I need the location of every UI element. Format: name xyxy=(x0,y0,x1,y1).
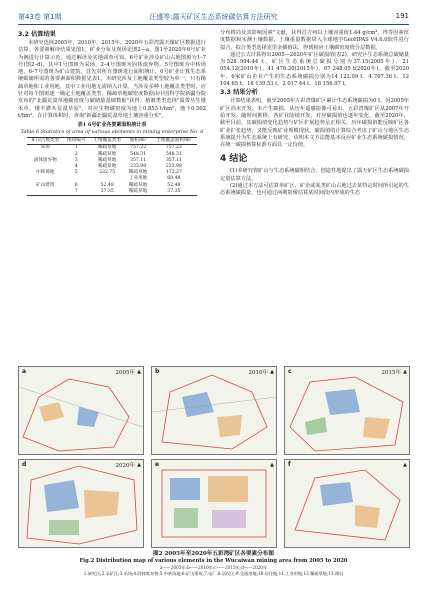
table-caption-en: Table 6 Statistics of area of various elements in mining enterprise No. 6 xyxy=(20,128,204,135)
table-cell: 1 xyxy=(74,145,78,151)
table-cell: 稀疏草地 xyxy=(97,157,117,163)
table-cell: 232.75 xyxy=(99,170,116,176)
table-cell: 548.31 xyxy=(130,151,147,157)
page-number: 191 xyxy=(395,12,409,20)
figure-legend: 1.研究区;2.采矿区;3.采场;4.固体废弃物;5.中转场地;6.矿山建筑;7.电厂;8.居民区;9.交通用地;10.居住地;11.工业用地;12.稀疏草地;13.裸岩 xyxy=(83,571,344,576)
table-cell: 2 xyxy=(74,151,78,157)
table-cell: 稀疏草地 xyxy=(128,182,148,188)
table-cell: 稀疏草地 xyxy=(128,170,148,176)
table-cell: 233.98 xyxy=(165,164,182,170)
table-cell: 233.98 xyxy=(130,164,147,170)
north-arrow-icon: ▲ xyxy=(403,369,407,375)
table-cell: 7 xyxy=(64,189,89,196)
table-cell: 757.22 xyxy=(165,145,182,151)
map-d-image xyxy=(19,460,143,547)
table-cell: 5 xyxy=(74,170,78,176)
right-column xyxy=(220,30,409,198)
table-cell: 3 xyxy=(74,157,78,163)
north-arrow-icon: ▲ xyxy=(403,462,407,468)
paragraph: 本研究选择2005年、2010年、2015年、2020年五彩湾露天煤矿区数据进行估算，各要素解译结果见图1。矿业分布及现场见图2—a，图1至2020年6号矿业为例进行计算示范。通过解译及实地调查可知，6号矿业涉及矿山占地图斑为1–7号(图2–d)，其中1号图斑为采场，2–4号图斑为固体废弃物，5号图斑为中转场地，6–7号图斑为矿山建筑。首先对所有图斑进行面积统计，6号矿业计算生态系统碳储所需的各要素面积数据见表1。本研究涉及土地覆盖类型较为单一，只有稀疏草地和工业用地，其中工业用地无需纳入计算。当涉及多种土地覆盖类型时，应针对每个图斑逐一确定土地覆盖类型。稀疏草地碳密度数据由中国科学院新疆分院发布的"北疆荒漠草地碳密度与碳储量基础数据"获得，植被类型选择"温带丛生矮禾草、矮半灌木荒漠草原"，对应生物碳密度为地上0.853 t/hm²，地下0.502 t/hm²。在计算体积时，查询"新疆北疆荒漠草地土壤容重分布"。 xyxy=(18,40,206,119)
table-cell: 548.31 xyxy=(165,151,182,157)
table-header-cell: 面积/m² xyxy=(126,138,151,145)
table-cell: 稀疏草地 xyxy=(97,145,117,151)
north-arrow-icon: ▲ xyxy=(137,462,141,468)
table-header-row xyxy=(27,138,197,145)
table-cell: 60.48 xyxy=(167,176,181,182)
table-caption-zh: 表1 6号矿业各要素面积统计表 xyxy=(77,122,147,129)
section-heading-3-3: 3.3 结果分析 xyxy=(220,89,258,97)
left-column xyxy=(18,30,206,196)
panel-label: e xyxy=(155,461,160,468)
table-caption xyxy=(18,122,206,135)
map-f-image xyxy=(285,460,409,547)
table-cell xyxy=(27,189,64,196)
table-cell: 中转场地 xyxy=(36,170,55,176)
table-cell: 357.11 xyxy=(130,157,147,163)
panel-label: d xyxy=(22,461,27,468)
paragraph: (2)通过本方法可估算单矿区、矿企或某类矿山占地过去某特定时间所引起的生态系统碳损量，也可通过两期影像估算某时间段内形成的生态 xyxy=(220,183,409,197)
map-panel-b xyxy=(151,366,277,455)
table-row xyxy=(27,189,197,196)
paragraph: (1)本研究将矿山与生态系统碳相结合，创造性地提出了露天矿区生态系统碳损定量估算方法。 xyxy=(220,168,409,182)
table-cell: 52.48 xyxy=(167,182,181,188)
paragraph: 计算结果表明，截至2005年五彩湾煤矿区累计生态系统碳损为0 t，因2005年矿区尚未开发，未产生碳损。从历年遥感影像可看出，五彩湾煤矿区从2007年开始开发。随时间推移，各矿业陆续开发，对应碳损值也逐年变化。截至2020年，截至目前，其碳损值变化趋势与矿区扩展趋势呈正相关。历年碳损值能反映矿区各矿业扩张趋势，又能反映矿业规模现状。碳损值的计算综合考虑了矿山与地区生态系统提升为生态系统上有研究，该明本文方法能基本反应矿业生态系统碳损情况，在统一碳损核算标准方面具一定价值。 xyxy=(220,98,409,149)
table-body xyxy=(27,145,197,196)
panel-year: 2020年 xyxy=(115,463,135,469)
panel-label: a xyxy=(22,368,27,375)
table-header-cell: 土地覆盖类型 xyxy=(89,138,126,145)
table-header-cell: 土地覆盖面积/m² xyxy=(151,138,197,145)
map-panel-c xyxy=(284,366,410,455)
figure-caption-zh: 图2 2005年至2020年五彩湾矿区各要素分布图 xyxy=(153,551,274,557)
table-cell: 757.22 xyxy=(130,145,147,151)
figure-caption xyxy=(18,551,409,577)
figure-panel-legend: a——2005年;b——2010年;c——2015年;d——2020年 xyxy=(159,565,268,570)
section-heading-3-2: 3.2 估算结果 xyxy=(18,31,56,38)
table-cell: 工业用地 xyxy=(128,176,148,182)
table-header-cell: 矿山占地类型 xyxy=(27,138,64,145)
paragraph: 分布格局及其影响因素"文献，获得昌吉州以土壤容重值1.44 g/cm³，得等因素厚度数据和实测土壤数据，土壤重量数据带入全球地学GeoHPAS V4.6.0软件进行拟合，拟合类型选择克里金插值法，得到相应土壤碳密度值分层数据。 xyxy=(220,30,409,51)
figure-2 xyxy=(18,366,409,550)
panel-label: f xyxy=(288,461,291,468)
north-arrow-icon: ▲ xyxy=(137,369,141,375)
map-panel-f xyxy=(284,459,410,548)
table-row xyxy=(27,145,197,152)
section-heading-conclusion: 4 结论 xyxy=(220,154,248,165)
table-cell: 37.35 xyxy=(89,189,126,196)
panel-year: 2010年 xyxy=(248,370,268,376)
table-cell: 矿山建筑 xyxy=(36,182,55,188)
map-b-image xyxy=(152,367,276,454)
map-panel-d xyxy=(18,459,144,548)
map-panel-e xyxy=(151,459,277,548)
panel-year: 2005年 xyxy=(115,370,135,376)
north-arrow-icon: ▲ xyxy=(270,369,274,375)
table-cell: 稀疏草地 xyxy=(126,189,151,196)
table-row xyxy=(27,183,197,189)
panel-year: 2015年 xyxy=(381,370,401,376)
table-cell: 稀疏草地 xyxy=(97,151,117,157)
map-panel-a xyxy=(18,366,144,455)
map-e-image xyxy=(152,460,276,547)
table-cell: 52.48 xyxy=(100,182,114,188)
figure-caption-en: Fig.2 Distribution map of various elements in the Wucaiwan mining area from 2005 to 2020 xyxy=(79,558,348,564)
table-cell: 4 xyxy=(74,164,78,170)
table-cell: 稀疏草地 xyxy=(97,164,117,170)
table-cell: 采场 xyxy=(40,145,50,151)
running-title: 汪盛等:露天矿区生态系统碳估算方法研究 xyxy=(149,13,278,21)
table-cell: 6 xyxy=(74,182,78,188)
page-header xyxy=(18,12,409,24)
panel-label: b xyxy=(155,368,160,375)
table-cell: 357.11 xyxy=(165,157,182,163)
panel-label: c xyxy=(288,368,292,375)
map-a-image xyxy=(19,367,143,454)
north-arrow-icon: ▲ xyxy=(270,462,274,468)
paragraph: 通过公式计算得出2005—2020年矿区碳损值(表2)，研究区生态系统总碳储量为528 994.44 t，矿区生态系统总碳损分别为37.15(2005年)、21 054.12(2010年)、41 476.20(2015年)、67 248.05 t(2020年)。截至2020年，6家矿山企业产生的生态系统碳损分别为14 122.09 t、4 707.36 t、12 104.65 t、16 139.53 t、2 017.44 t、18 156.97 t。 xyxy=(220,51,410,88)
table-header-cell: 图斑编号 xyxy=(64,138,89,145)
table-cell: 172.27 xyxy=(165,170,182,176)
table-cell: 37.35 xyxy=(151,189,197,196)
area-statistics-table xyxy=(27,137,197,196)
table-cell: 固体废弃物 xyxy=(33,157,57,163)
journal-volume: 第43卷 第1期 xyxy=(18,13,62,21)
header-rule xyxy=(18,24,409,25)
map-c-image xyxy=(285,367,409,454)
